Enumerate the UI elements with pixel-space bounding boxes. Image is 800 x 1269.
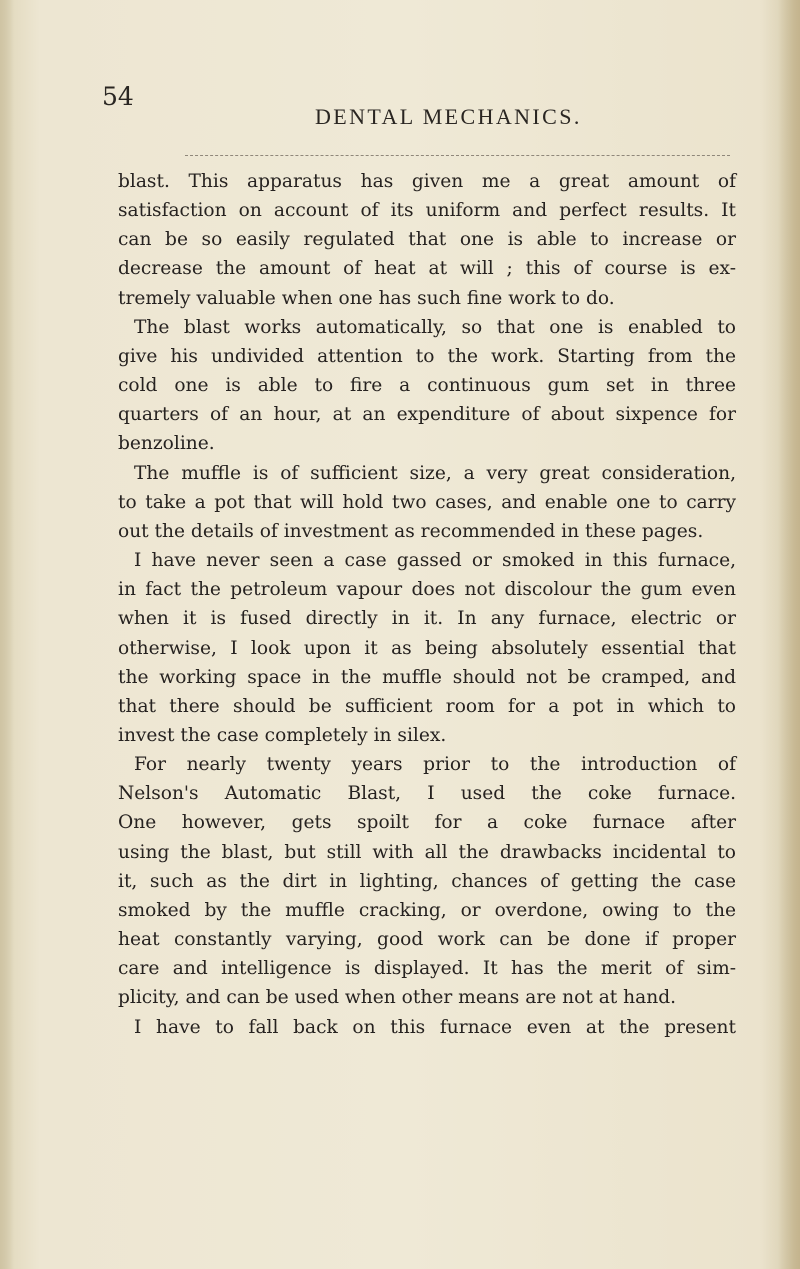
- text-line: in fact the petroleum vapour does not discolour the gum even: [118, 579, 736, 601]
- text-line: using the blast, but still with all the drawbacks incidental to: [118, 841, 736, 863]
- text-line: can be so easily regulated that one is able to increase or: [118, 229, 736, 251]
- text-line: quarters of an hour, at an expenditure of about sixpence for: [118, 404, 736, 426]
- text-line: The blast works automatically, so that one is enabled to: [134, 316, 736, 338]
- text-line: Nelson's Automatic Blast, I used the coke furnace.: [118, 783, 736, 805]
- text-line: For nearly twenty years prior to the introduction of: [134, 754, 736, 776]
- text-line: decrease the amount of heat at will ; this of course is ex-: [118, 258, 736, 280]
- page-gutter-shadow: [0, 0, 14, 1269]
- text-line: invest the case completely in silex.: [118, 724, 447, 746]
- text-line: One however, gets spoilt for a coke furnace after: [118, 812, 736, 834]
- text-line: tremely valuable when one has such fine work to do.: [118, 287, 615, 309]
- text-line: smoked by the muffle cracking, or overdone, owing to the: [118, 899, 736, 921]
- text-line: I have to fall back on this furnace even at the present: [134, 1016, 736, 1038]
- text-line: I have never seen a case gassed or smoked in this furnace,: [134, 550, 736, 572]
- text-line: to take a pot that will hold two cases, and enable one to carry: [118, 491, 736, 513]
- text-line: heat constantly varying, good work can be done if proper: [118, 929, 736, 951]
- text-line: satisfaction on account of its uniform and perfect results. It: [118, 200, 736, 222]
- text-line: plicity, and can be used when other means are not at hand.: [118, 987, 677, 1009]
- text-line: that there should be sufficient room for a pot in which to: [118, 695, 736, 717]
- text-line: The muffle is of sufficient size, a very great consideration,: [134, 462, 736, 484]
- text-line: otherwise, I look upon it as being absolutely essential that: [118, 637, 736, 659]
- text-line: when it is fused directly in it. In any furnace, electric or: [118, 608, 736, 630]
- text-line: out the details of investment as recommended in these pages.: [118, 520, 704, 542]
- running-head: DENTAL MECHANICS.: [315, 104, 582, 129]
- text-line: benzoline.: [118, 433, 215, 455]
- page-edge-shadow: [778, 0, 800, 1269]
- text-line: give his undivided attention to the work. Starting from the: [118, 345, 736, 367]
- text-line: it, such as the dirt in lighting, chances of getting the case: [118, 870, 736, 892]
- text-line: the working space in the muffle should not be cramped, and: [118, 666, 736, 688]
- page-number: 54: [102, 82, 134, 111]
- text-line: care and intelligence is displayed. It has the merit of sim-: [118, 958, 736, 980]
- text-line: cold one is able to fire a continuous gum set in three: [118, 375, 736, 397]
- text-line: blast. This apparatus has given me a great amount of: [118, 171, 736, 192]
- header-rule: [185, 155, 730, 157]
- body-text: [118, 167, 736, 1042]
